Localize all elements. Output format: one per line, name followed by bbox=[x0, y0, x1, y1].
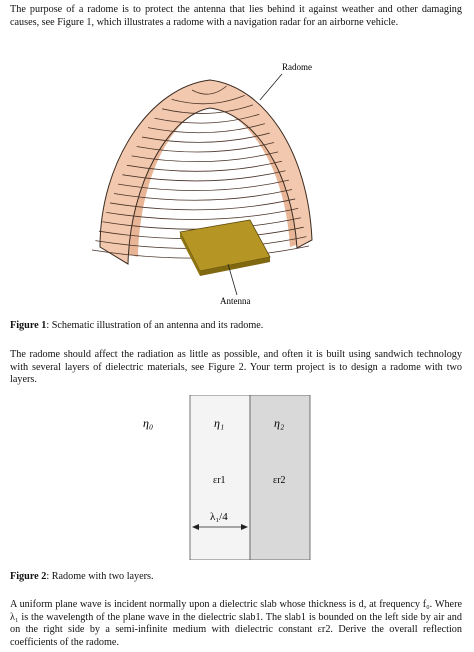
radome-figure bbox=[60, 52, 400, 317]
eta1-label: η₁ bbox=[214, 416, 225, 430]
two-layer-figure bbox=[110, 395, 370, 560]
eps-r2-label: εr2 bbox=[273, 475, 286, 486]
radome-label: Radome bbox=[282, 62, 312, 72]
problem-paragraph: A uniform plane wave is incident normally upon a dielectric slab whose thickness is d, at frequency f₀. Where λ₁ is the wavelength of the plane wave in the dielectric slab1. The slab1 is bounded on the left side by air and on the right side by a semi-infinite medium with dielectric constant εr2. Derive the overall reflection coefficients of the radome. bbox=[10, 599, 462, 648]
figure2-caption-label: Figure 2 bbox=[10, 571, 47, 582]
radome-leader-line bbox=[260, 74, 282, 100]
figure1-caption bbox=[10, 320, 263, 331]
thickness-label: λ₁/4 bbox=[210, 511, 228, 523]
figure2-caption bbox=[10, 571, 154, 582]
figure2-caption-text: : Radome with two layers. bbox=[46, 571, 154, 582]
figure1-caption-text: : Schematic illustration of an antenna and its radome. bbox=[46, 320, 264, 331]
eps-r1-label: εr1 bbox=[213, 475, 226, 486]
intro-paragraph: The purpose of a radome is to protect the antenna that lies behind it against weather and other damaging causes, see Figure 1, which illustrates a radome with a navigation radar for an airborne vehicle. bbox=[10, 4, 462, 28]
antenna-label: Antenna bbox=[220, 296, 251, 306]
eta2-label: η₂ bbox=[274, 416, 285, 430]
eta0-label: η₀ bbox=[143, 416, 154, 430]
figure1-caption-label: Figure 1 bbox=[10, 320, 47, 331]
design-paragraph: The radome should affect the radiation as little as possible, and often it is built using sandwich technology with several layers of dielectric materials, see Figure 2. Your term project is to design a radome with two layers. bbox=[10, 349, 462, 386]
